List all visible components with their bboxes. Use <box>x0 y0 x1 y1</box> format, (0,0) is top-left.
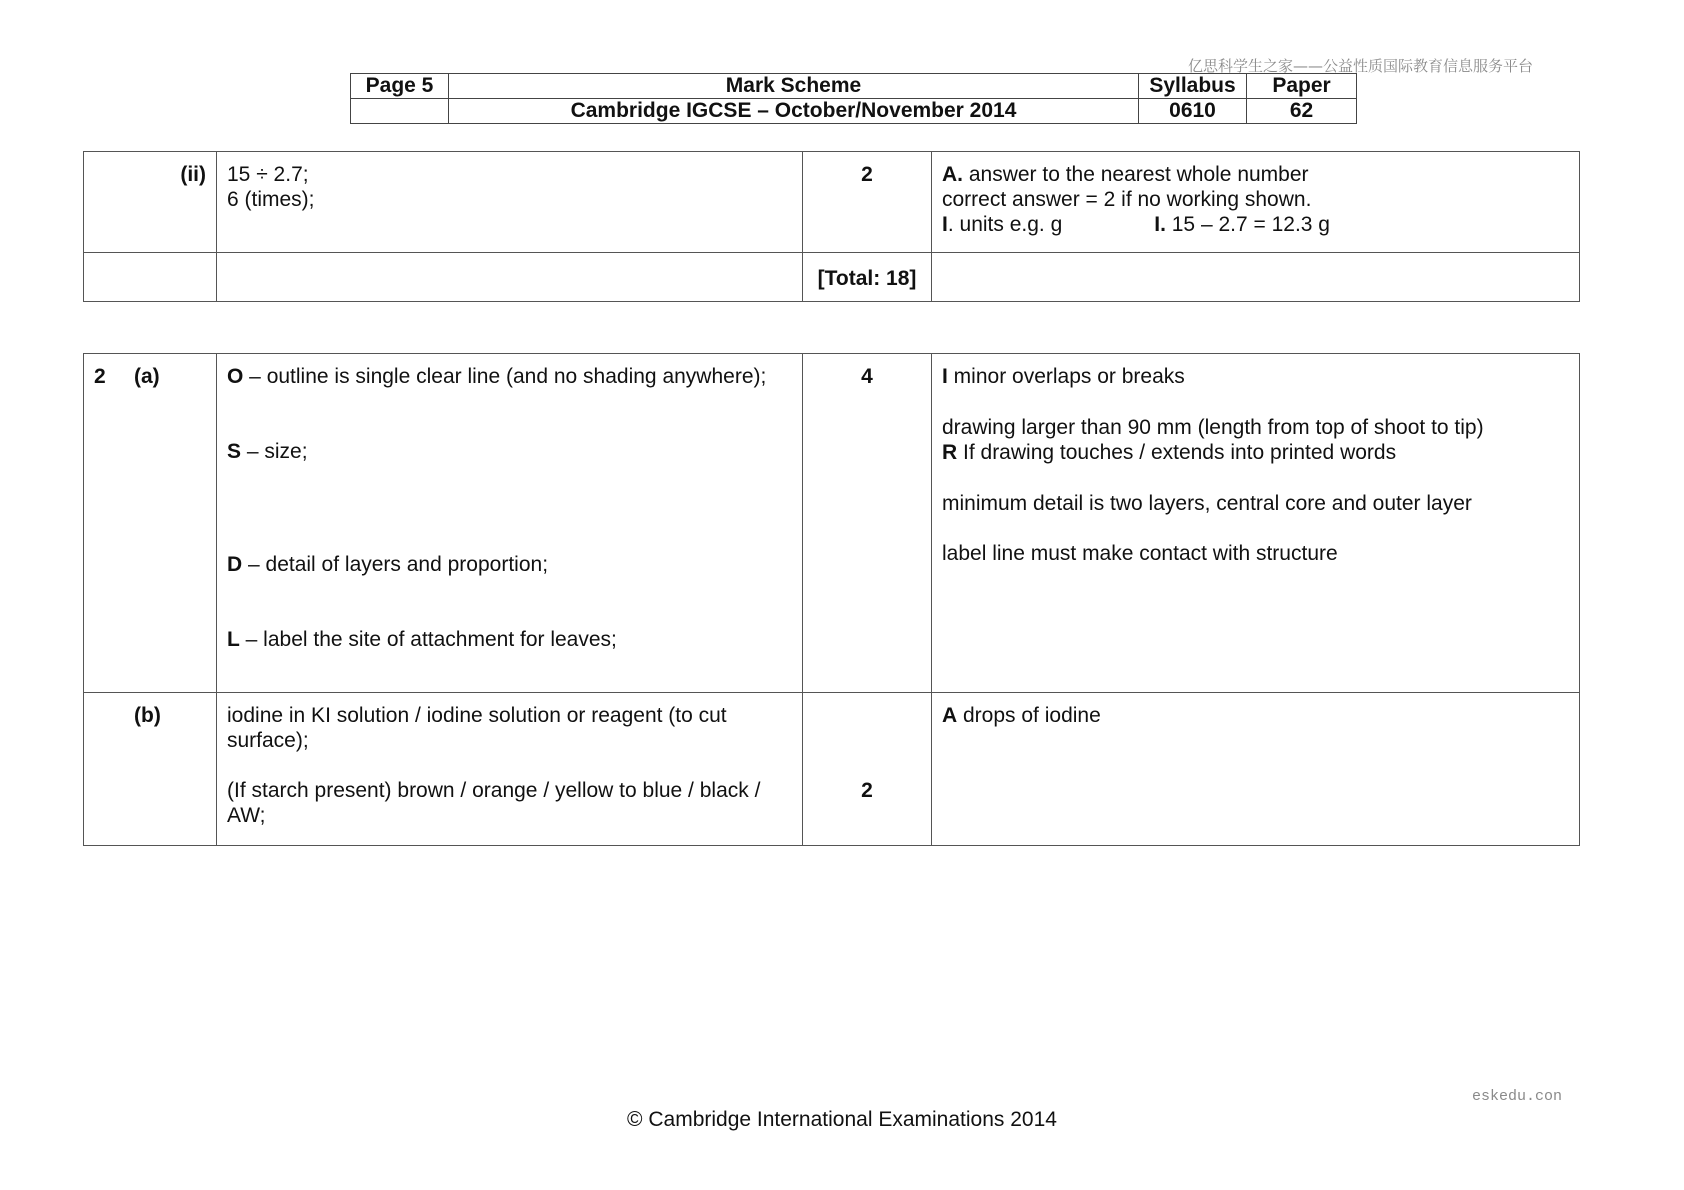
guidance-text: If drawing touches / extends into printed words <box>957 441 1397 464</box>
empty-cell <box>217 253 803 302</box>
answer-cell <box>217 152 803 253</box>
guidance-cell <box>932 152 1580 253</box>
guidance-text: correct answer = 2 if no working shown. <box>942 188 1312 211</box>
answer-prefix: L <box>227 628 240 651</box>
marks: 2 <box>803 152 932 253</box>
guidance-prefix: I <box>942 213 948 236</box>
guidance-text: . units e.g. g <box>947 213 1063 236</box>
marks: 2 <box>803 693 932 846</box>
answer-text: – size; <box>241 440 308 463</box>
answer-text: – outline is single clear line (and no shading anywhere); <box>243 365 767 388</box>
guidance-cell <box>932 354 1580 693</box>
guidance-text: minor overlaps or breaks <box>947 365 1185 388</box>
guidance-text: label line must make contact with structure <box>942 542 1338 565</box>
doc-subtitle: Cambridge IGCSE – October/November 2014 <box>449 99 1139 124</box>
header-table <box>350 73 1357 124</box>
part-label: (b) <box>134 704 161 727</box>
answer-cell <box>217 693 803 846</box>
answer-line: 6 (times); <box>227 188 315 211</box>
answer-text: (If starch present) brown / orange / yellow to blue / black / AW; <box>227 779 761 827</box>
table-row <box>84 354 1580 693</box>
table-row <box>84 152 1580 253</box>
guidance-prefix: A. <box>942 163 963 186</box>
guidance-text: 15 – 2.7 = 12.3 g <box>1165 213 1330 236</box>
syllabus-code: 0610 <box>1139 99 1247 124</box>
guidance-cell <box>932 693 1580 846</box>
table-row <box>84 253 1580 302</box>
footer-copyright: © Cambridge International Examinations 2014 <box>627 1108 1057 1131</box>
question-label <box>84 354 217 693</box>
watermark-top: 亿思科学生之家——公益性质国际教育信息服务平台 <box>1188 57 1534 75</box>
answer-cell <box>217 354 803 693</box>
guidance-prefix: R <box>942 441 958 464</box>
watermark-bottom: eskedu.con <box>1472 1088 1563 1105</box>
question-number: 2 <box>94 365 106 388</box>
guidance-prefix: I. <box>1154 213 1166 236</box>
page-number: Page 5 <box>351 74 449 99</box>
empty-cell <box>351 99 449 124</box>
answer-prefix: D <box>227 553 243 576</box>
question-label <box>84 693 217 846</box>
answer-prefix: S <box>227 440 242 463</box>
empty-cell <box>932 253 1580 302</box>
answer-text: iodine in KI solution / iodine solution or reagent (to cut surface); <box>227 704 727 752</box>
marks: 4 <box>803 354 932 693</box>
guidance-prefix: A <box>942 704 958 727</box>
total-marks: [Total: 18] <box>803 253 932 302</box>
guidance-text: drops of iodine <box>957 704 1101 727</box>
part-label: (a) <box>134 365 160 388</box>
answer-prefix: O <box>227 365 244 388</box>
paper-label: Paper <box>1247 74 1357 99</box>
guidance-text: drawing larger than 90 mm (length from top of shoot to tip) <box>942 416 1484 439</box>
answer-line: 15 ÷ 2.7; <box>227 163 309 186</box>
empty-cell <box>84 253 217 302</box>
doc-title: Mark Scheme <box>449 74 1139 99</box>
answer-text: – label the site of attachment for leaves; <box>239 628 617 651</box>
paper-code: 62 <box>1247 99 1357 124</box>
mark-table-2 <box>83 353 1580 846</box>
guidance-prefix: I <box>942 365 948 388</box>
syllabus-label: Syllabus <box>1139 74 1247 99</box>
answer-text: – detail of layers and proportion; <box>242 553 549 576</box>
mark-table-1 <box>83 151 1580 302</box>
guidance-text: answer to the nearest whole number <box>963 163 1309 186</box>
guidance-text: minimum detail is two layers, central core and outer layer <box>942 492 1472 515</box>
table-row <box>84 693 1580 846</box>
question-label: (ii) <box>84 152 217 253</box>
